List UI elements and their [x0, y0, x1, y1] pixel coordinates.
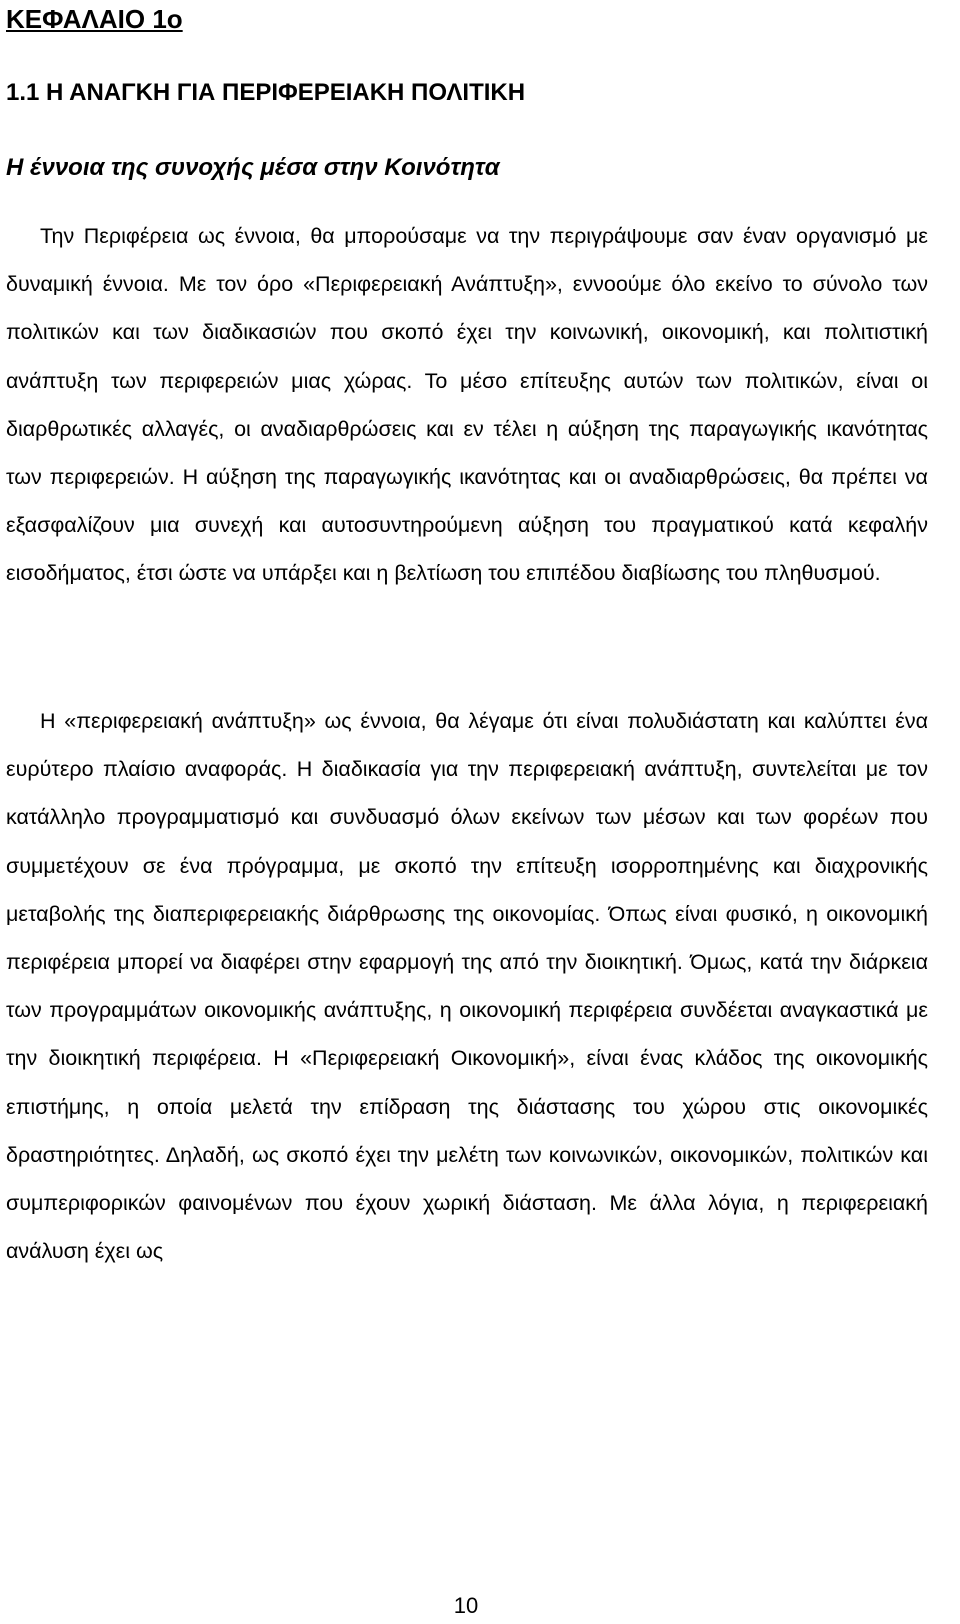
section-title: 1.1 Η ΑΝΑΓΚΗ ΓΙΑ ΠΕΡΙΦΕΡΕΙΑΚΗ ΠΟΛΙΤΙΚΗ: [6, 79, 526, 106]
body-paragraph: Η «περιφερειακή ανάπτυξη» ως έννοια, θα λέγαμε ότι είναι πολυδιάστατη και καλύπτει ένα ευρύτερο πλαίσιο αναφοράς. Η διαδικασία για την περιφερειακή ανάπτυξη, συντελείται με τον κατάλληλο προγραμματισμό και συνδυασμό όλων εκείνων των μέσων και των φορέων που συμμετέχουν σε ένα πρόγραμμα, με σκοπό την επίτευξη ισορροπημένης και διαχρονικής μεταβολής της διαπεριφερειακής διάρθρωσης της οικονομίας. Όπως είναι φυσικό, η οικονομική περιφέρεια μπορεί να διαφέρει στην εφαρμογή της από την διοικητική. Όμως, κατά την διάρκεια των προγραμμάτων οικονομικής ανάπτυξης, η οικονομική περιφέρεια συνδέεται αναγκαστικά με την διοικητική περιφέρεια. Η «Περιφερειακή Οικονομική», είναι ένας κλάδος της οικονομικής επιστήμης, η οποία μελετά την επίδραση της διάστασης του χώρου στις οικονομικές δραστηριότητες. Δηλαδή, ως σκοπό έχει την μελέτη των κοινωνικών, οικονομικών, πολιτικών και συμπεριφορικών φαινομένων που έχουν χωρική διάσταση. Με άλλα λόγια, η περιφερειακή ανάλυση έχει ως: [6, 709, 928, 1264]
subsection-title: Η έννοια της συνοχής μέσα στην Κοινότητα: [6, 154, 500, 181]
page-number: 10: [453, 1593, 479, 1618]
chapter-title: ΚΕΦΑΛΑΙΟ 1ο: [6, 4, 183, 34]
body-paragraph: Την Περιφέρεια ως έννοια, θα μπορούσαμε να την περιγράψουμε σαν έναν οργανισμό με δυναμική έννοια. Με τον όρο «Περιφερειακή Ανάπτυξη», εννοούμε όλο εκείνο το σύνολο των πολιτικών και των διαδικασιών που σκοπό έχει την κοινωνική, οικονομική, και πολιτιστική ανάπτυξη των περιφερειών μιας χώρας. Το μέσο επίτευξης αυτών των πολιτικών, είναι οι διαρθρωτικές αλλαγές, οι αναδιαρθρώσεις και εν τέλει η αύξηση της παραγωγικής ικανότητας των περιφερειών. Η αύξηση της παραγωγικής ικανότητας και οι αναδιαρθρώσεις, θα πρέπει να εξασφαλίζουν μια συνεχή και αυτοσυντηρούμενη αύξηση του πραγματικού κατά κεφαλήν εισοδήματος, έτσι ώστε να υπάρξει και η βελτίωση του επιπέδου διαβίωσης του πληθυσμού.: [6, 224, 928, 586]
